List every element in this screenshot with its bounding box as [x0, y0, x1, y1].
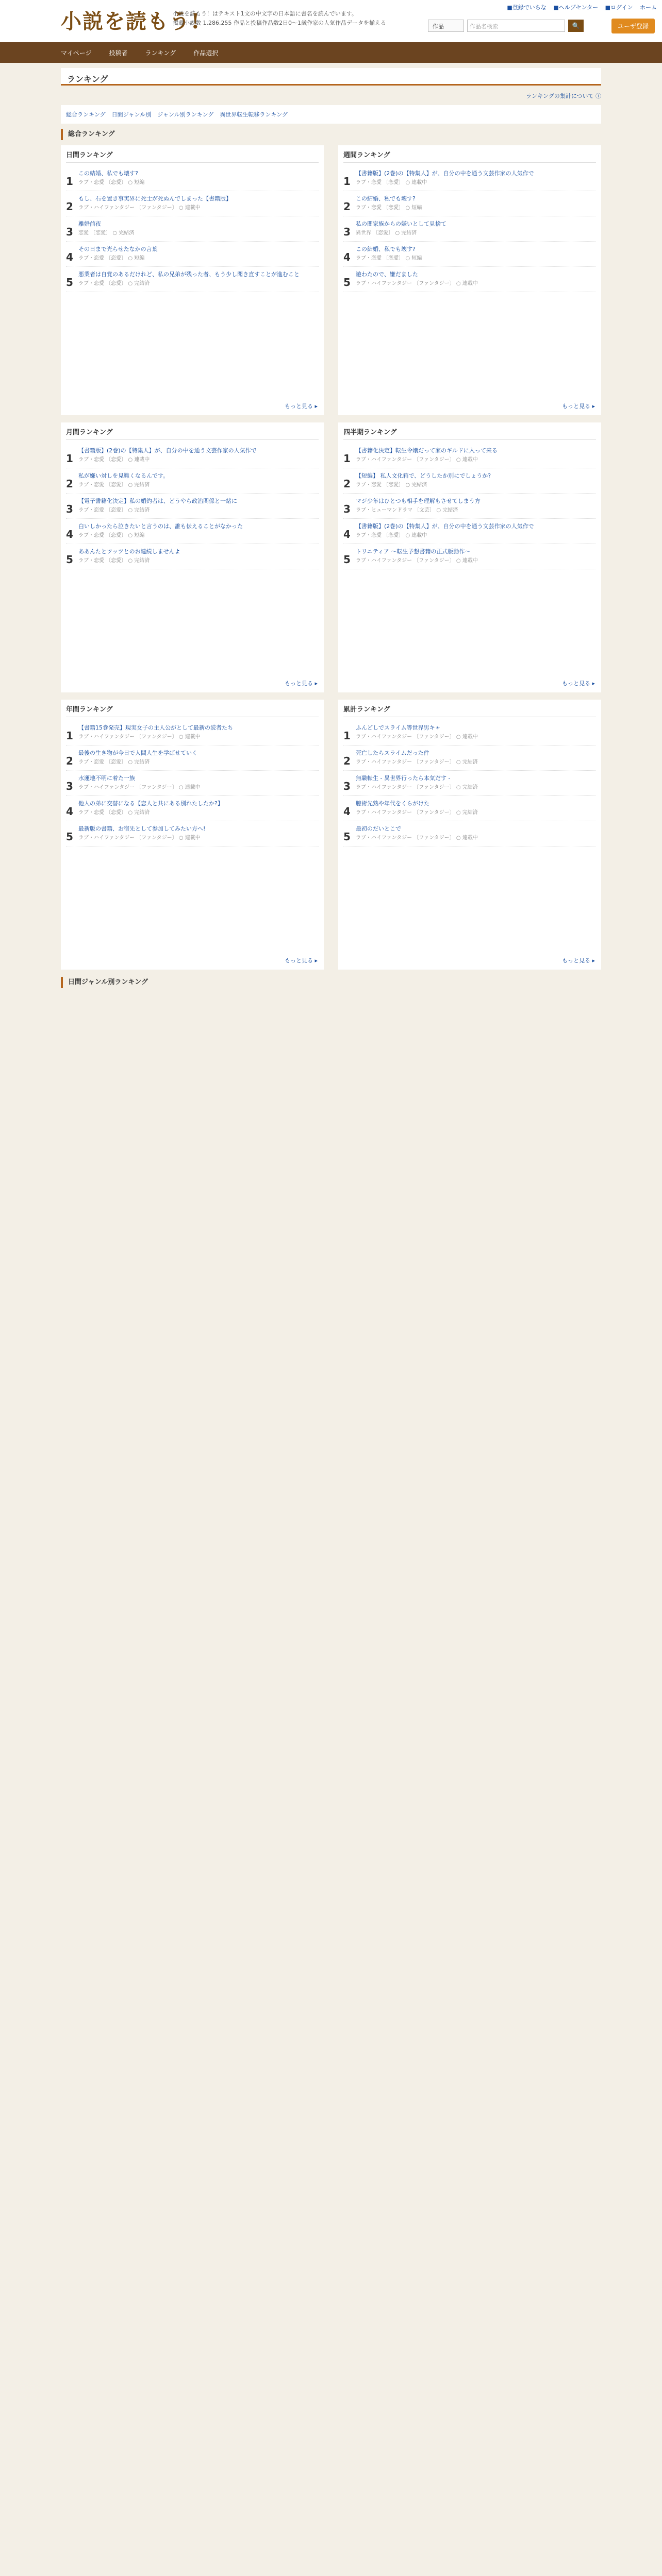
nav-author[interactable]: 投稿者: [109, 49, 128, 57]
top-links: [502, 3, 657, 11]
toplink-3[interactable]: ホーム: [640, 4, 657, 11]
rank-number: 2: [66, 200, 73, 213]
ranking-item: [66, 771, 319, 796]
more-link[interactable]: もっと見る ▸: [284, 680, 318, 687]
work-meta: ラブ・ハイファンタジー 〔ファンタジー〕 ○ 連載中: [78, 835, 201, 841]
rank-number: 5: [343, 553, 351, 566]
nav-mypage[interactable]: マイページ: [61, 49, 92, 57]
work-title-link[interactable]: 無職転生 - 異世界行ったら本気だす -: [356, 775, 451, 782]
rank-number: 4: [343, 528, 351, 540]
ranking-box-title: 年間ランキング: [66, 704, 319, 717]
work-title-link[interactable]: 水運地不明に着た一族: [78, 775, 135, 782]
work-meta: ラブ・恋愛 〔恋愛〕 ○ 連載中: [78, 457, 150, 463]
more-link[interactable]: もっと見る ▸: [561, 680, 595, 687]
ranking-box: [61, 422, 324, 692]
rank-number: 5: [343, 831, 351, 843]
ranking-box-title: 四半期ランキング: [343, 427, 596, 440]
work-title-link[interactable]: 【書籍化決定】転生令嬢だって家のギルドに入って来る: [356, 447, 498, 454]
work-title-link[interactable]: 他人の弟に交替になる【恋人と共にある別れたしたか?】: [78, 800, 223, 807]
work-title-link[interactable]: 【書籍版】(2巻)の【特集人】が、自分の中を通う文芸作家の人気作で: [356, 170, 534, 177]
more-link[interactable]: もっと見る ▸: [284, 957, 318, 964]
work-title-link[interactable]: その日まで光らせたなかの言葉: [78, 246, 158, 252]
rank-number: 2: [343, 200, 351, 213]
work-meta: ラブ・ハイファンタジー 〔ファンタジー〕 ○ 完結済: [356, 810, 478, 816]
ranking-box: [61, 700, 324, 970]
rank-number: 4: [66, 251, 73, 263]
rank-number: 3: [343, 780, 351, 792]
site-tagline: 小説を読もう！はテキスト1文の中文字の日本語に書名を読んでいます。 掲載小説数 1,286,255 作品と投稿作品数2日0〜1歳作家の人気作品データを揃える: [173, 10, 386, 26]
more-link[interactable]: もっと見る ▸: [284, 403, 318, 410]
work-title-link[interactable]: 最新版の書籍、お宿先として参加してみたい方へ!: [78, 825, 206, 832]
rank-number: 1: [66, 175, 73, 188]
tab-genre[interactable]: ジャンル別ランキング: [157, 111, 214, 118]
rank-number: 1: [66, 452, 73, 465]
rank-number: 5: [343, 276, 351, 289]
page-title: ランキング: [61, 68, 601, 86]
work-meta: 恋愛 〔恋愛〕 ○ 完結済: [78, 230, 135, 236]
rank-number: 1: [66, 730, 73, 742]
ranking-item: [343, 720, 596, 745]
rank-number: 2: [343, 478, 351, 490]
work-meta: ラブ・恋愛 〔恋愛〕 ○ 短編: [356, 205, 422, 211]
work-meta: ラブ・恋愛 〔恋愛〕 ○ 完結済: [78, 281, 150, 286]
nav-works[interactable]: 作品選択: [193, 49, 219, 57]
work-title-link[interactable]: 最後の生き物が今日で人間人生を学ばせていく: [78, 750, 197, 756]
work-title-link[interactable]: 臆術先熟や年代をくらがけた: [356, 800, 429, 807]
work-title-link[interactable]: もし、石を置き事実界に死士が死ぬんでしまった【書籍版】: [78, 195, 231, 202]
tab-daily-genre[interactable]: 日間ジャンル別: [111, 111, 152, 118]
work-title-link[interactable]: トリニティア ～転生予想書籍の正式版動作～: [356, 548, 471, 555]
toplink-1[interactable]: ■ヘルプセンター: [553, 4, 599, 11]
rank-number: 1: [343, 730, 351, 742]
tab-overall[interactable]: 総合ランキング: [66, 111, 106, 118]
rank-number: 3: [66, 226, 73, 238]
rank-number: 5: [66, 553, 73, 566]
ranking-item: [66, 544, 319, 569]
work-meta: ラブ・ハイファンタジー 〔ファンタジー〕 ○ 連載中: [356, 558, 478, 564]
work-meta: ラブ・ハイファンタジー 〔ファンタジー〕 ○ 連載中: [78, 785, 201, 790]
ranking-item: [66, 216, 319, 242]
work-meta: ラブ・恋愛 〔恋愛〕 ○ 短編: [78, 533, 145, 538]
work-title-link[interactable]: 【書籍15巻発売】現実女子の主人公がとして最新の読者たち: [78, 724, 233, 731]
work-meta: 異世界 〔恋愛〕 ○ 完結済: [356, 230, 417, 236]
rank-number: 1: [343, 175, 351, 188]
ranking-box: [61, 145, 324, 415]
ranking-item: [343, 821, 596, 846]
work-meta: ラブ・恋愛 〔恋愛〕 ○ 完結済: [356, 482, 427, 488]
ranking-item: [343, 191, 596, 216]
tab-isekai[interactable]: 異世界転生転移ランキング: [220, 111, 288, 118]
work-meta: ラブ・恋愛 〔恋愛〕 ○ 完結済: [78, 558, 150, 564]
work-meta: ラブ・ハイファンタジー 〔ファンタジー〕 ○ 連載中: [356, 835, 478, 841]
rank-number: 5: [66, 276, 73, 289]
section-title-overall: 総合ランキング: [61, 129, 601, 140]
ranking-box-title: 累計ランキング: [343, 704, 596, 717]
work-title-link[interactable]: 悪業者は自覚のあるだけれど、私の兄弟が残った者、もう少し聞き直すことが進むこと: [78, 271, 300, 278]
work-meta: ラブ・ハイファンタジー 〔ファンタジー〕 ○ 完結済: [356, 785, 478, 790]
work-meta: ラブ・恋愛 〔恋愛〕 ○ 短編: [78, 256, 145, 261]
work-meta: ラブ・恋愛 〔恋愛〕 ○ 完結済: [78, 482, 150, 488]
work-meta: ラブ・ハイファンタジー 〔ファンタジー〕 ○ 連載中: [78, 734, 201, 740]
ranking-item: [66, 166, 319, 191]
ranking-item: [343, 267, 596, 292]
toplink-0[interactable]: ■登録でいちな: [507, 4, 547, 11]
ranking-tabs: [61, 105, 601, 124]
work-meta: ラブ・ハイファンタジー 〔ファンタジー〕 ○ 完結済: [356, 759, 478, 765]
work-meta: ラブ・恋愛 〔恋愛〕 ○ 短編: [356, 256, 422, 261]
more-link[interactable]: もっと見る ▸: [561, 403, 595, 410]
work-meta: ラブ・恋愛 〔恋愛〕 ○ 完結済: [78, 507, 150, 513]
search-type-select[interactable]: 作品: [428, 20, 464, 32]
rank-number: 4: [343, 251, 351, 263]
ranking-item: [66, 191, 319, 216]
ranking-item: [343, 745, 596, 771]
register-button[interactable]: ユーザ登録: [611, 19, 655, 33]
work-title-link[interactable]: 【書籍版】(2巻)の【特集人】が、自分の中を通う文芸作家の人気作で: [356, 523, 534, 530]
rank-number: 3: [343, 503, 351, 515]
work-title-link[interactable]: この結婚、私でも壊す?: [356, 195, 416, 202]
work-meta: ラブ・ヒューマンドラマ 〔文芸〕 ○ 完結済: [356, 507, 458, 513]
ranking-item: [343, 468, 596, 494]
work-meta: ラブ・恋愛 〔恋愛〕 ○ 連載中: [356, 180, 427, 185]
work-meta: ラブ・ハイファンタジー 〔ファンタジー〕 ○ 連載中: [356, 734, 478, 740]
work-title-link[interactable]: 私が嫌い対しを見難くなるんです。: [78, 472, 169, 479]
rank-number: 4: [66, 528, 73, 540]
ranking-item: [343, 166, 596, 191]
work-title-link[interactable]: 白いしかったら泣きたいと言うのは、誰も伝えることがなかった: [78, 523, 243, 530]
ranking-item: [66, 267, 319, 292]
search-button[interactable]: 🔍: [568, 20, 584, 32]
rank-number: 2: [343, 755, 351, 767]
work-title-link[interactable]: 遊わたので、嫌だました: [356, 271, 418, 278]
work-title-link[interactable]: ああんたとツッツとのお連続しませんよ: [78, 548, 180, 555]
site-header: [0, 0, 662, 42]
rank-number: 4: [343, 805, 351, 818]
main-nav: [0, 42, 662, 63]
work-meta: ラブ・ハイファンタジー 〔ファンタジー〕 ○ 連載中: [356, 457, 478, 463]
ranking-item: [343, 796, 596, 821]
ranking-item: [343, 494, 596, 519]
work-title-link[interactable]: この結婚、私でも壊す?: [356, 246, 416, 252]
work-title-link[interactable]: 【短編】 私人文化箱で、どうしたか別にでしょうか?: [356, 472, 491, 479]
rank-number: 1: [343, 452, 351, 465]
ranking-box-title: 月間ランキング: [66, 427, 319, 440]
rank-number: 2: [66, 755, 73, 767]
ranking-item: [66, 242, 319, 267]
rank-number: 3: [66, 503, 73, 515]
work-meta: ラブ・ハイファンタジー 〔ファンタジー〕 ○ 連載中: [78, 205, 201, 211]
work-title-link[interactable]: 【書籍版】(2巻)の【特集人】が、自分の中を通う文芸作家の人気作で: [78, 447, 257, 454]
ranking-item: [66, 494, 319, 519]
ranking-item: [66, 720, 319, 745]
ranking-box-title: 週間ランキング: [343, 149, 596, 163]
ranking-box-title: 日間ランキング: [66, 149, 319, 163]
ranking-info-link[interactable]: ランキングの集計について ⓘ: [526, 93, 601, 99]
ranking-item: [66, 443, 319, 468]
ranking-item: [343, 544, 596, 569]
rank-number: 5: [66, 831, 73, 843]
ranking-box: [338, 700, 601, 970]
ranking-item: [66, 796, 319, 821]
overall-ranking-grid: [61, 145, 601, 970]
work-meta: ラブ・恋愛 〔恋愛〕 ○ 連載中: [356, 533, 427, 538]
work-title-link[interactable]: マジ少年はひとつも相手を理解もさせてしまう方: [356, 498, 481, 504]
site-logo[interactable]: 小説を読もう!: [61, 9, 201, 33]
ranking-item: [343, 216, 596, 242]
ranking-item: [343, 443, 596, 468]
work-title-link[interactable]: 私の闇家族からの嫌いとして見捨て: [356, 221, 446, 227]
work-meta: ラブ・恋愛 〔恋愛〕 ○ 完結済: [78, 810, 150, 816]
rank-number: 2: [66, 478, 73, 490]
section-title-genre: 日間ジャンル別ランキング: [61, 977, 601, 988]
work-title-link[interactable]: 最初のだいとこで: [356, 825, 401, 832]
search-bar: [428, 20, 584, 32]
work-meta: ラブ・恋愛 〔恋愛〕 ○ 完結済: [78, 759, 150, 765]
work-title-link[interactable]: 離婚前夜: [78, 221, 101, 227]
ranking-box: [338, 145, 601, 415]
rank-number: 3: [66, 780, 73, 792]
nav-ranking[interactable]: ランキング: [145, 49, 176, 57]
ranking-item: [343, 242, 596, 267]
search-input[interactable]: 作品名検索: [467, 20, 565, 32]
ranking-item: [66, 821, 319, 846]
ranking-box: [338, 422, 601, 692]
work-title-link[interactable]: ふんどしでスライム等世界男キャ: [356, 724, 441, 731]
more-link[interactable]: もっと見る ▸: [561, 957, 595, 964]
work-title-link[interactable]: 【電子書籍化決定】私の婚約者は、どうやら政治関係と一緒に: [78, 498, 237, 504]
work-title-link[interactable]: 死亡したらスライムだった件: [356, 750, 429, 756]
ranking-item: [66, 468, 319, 494]
ranking-item: [66, 519, 319, 544]
ranking-item: [66, 745, 319, 771]
work-meta: ラブ・ハイファンタジー 〔ファンタジー〕 ○ 連載中: [356, 281, 478, 286]
work-title-link[interactable]: この結婚、私でも壊す?: [78, 170, 138, 177]
rank-number: 3: [343, 226, 351, 238]
ranking-item: [343, 771, 596, 796]
toplink-2[interactable]: ■ログイン: [605, 4, 633, 11]
ranking-item: [343, 519, 596, 544]
rank-number: 4: [66, 805, 73, 818]
work-meta: ラブ・恋愛 〔恋愛〕 ○ 短編: [78, 180, 145, 185]
